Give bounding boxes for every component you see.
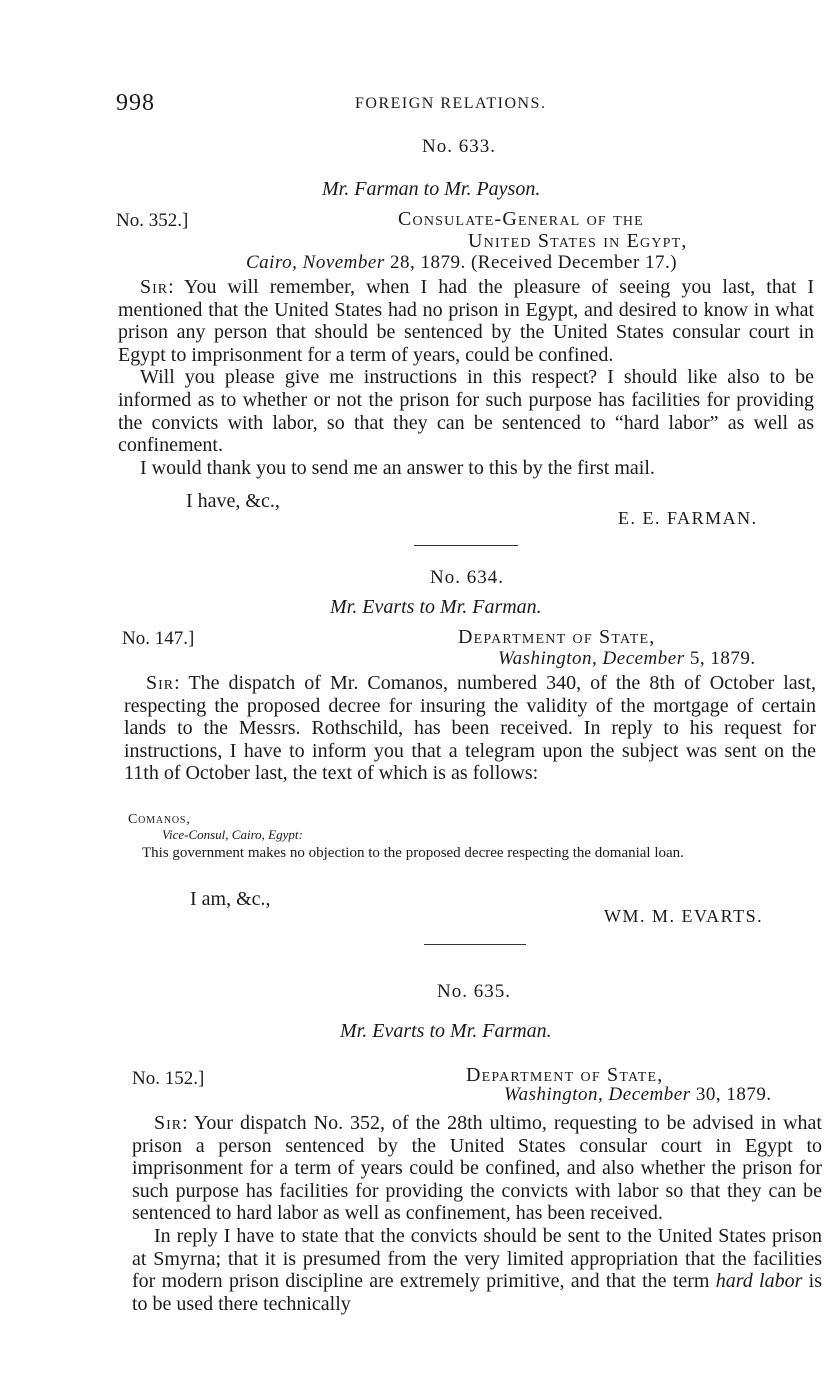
doc-635-place: Washington, December bbox=[504, 1084, 691, 1105]
doc-633-number: No. 633. bbox=[422, 136, 496, 157]
running-title: FOREIGN RELATIONS. bbox=[355, 95, 547, 112]
doc-635-para-2: In reply I have to state that the convicts should be sent to the United States prison at Smyrna; that it is presumed from the very limited appropriation that the facilities for modern prison discipline are extremely primitive, and that the term hard labor is to be used there technically bbox=[132, 1224, 822, 1315]
doc-633-heading: Mr. Farman to Mr. Payson. bbox=[322, 178, 541, 200]
doc-635-heading: Mr. Evarts to Mr. Farman. bbox=[340, 1020, 552, 1042]
doc-634-signature: WM. M. EVARTS. bbox=[604, 906, 764, 926]
telegram-address: Vice-Consul, Cairo, Egypt: bbox=[162, 827, 303, 842]
telegram-body: This government makes no objection to the proposed decree respecting the domanial loan. bbox=[142, 845, 684, 861]
doc-635-emphasis: hard labor bbox=[715, 1270, 803, 1293]
doc-634-ref: No. 147.] bbox=[122, 628, 195, 649]
doc-635-ref: No. 152.] bbox=[132, 1068, 205, 1089]
doc-633-closing: I have, &c., bbox=[186, 490, 280, 512]
doc-634-place: Washington, December bbox=[498, 648, 685, 669]
doc-633-dateline bbox=[246, 252, 677, 274]
doc-634-body bbox=[124, 672, 816, 785]
doc-635-addr-line1: Department of State, bbox=[466, 1064, 664, 1086]
doc-634-addr-line1: Department of State, bbox=[458, 626, 656, 648]
doc-634-heading: Mr. Evarts to Mr. Farman. bbox=[330, 596, 542, 618]
doc-633-para-3: I would thank you to send me an answer to this by the first mail. bbox=[140, 456, 655, 479]
doc-635-number: No. 635. bbox=[437, 981, 511, 1002]
doc-634-number: No. 634. bbox=[430, 567, 504, 588]
doc-635-dateline bbox=[504, 1084, 772, 1106]
page-number: 998 bbox=[116, 90, 155, 116]
doc-635-para-1: Sir: Your dispatch No. 352, of the 28th ultimo, requesting to be advised in what prison a person sentenced by the United States consular court in Egypt to imprisonment for a term of years could be confined, and also whether the prison for such purpose has facilities for providing the convicts with labor so that they can be sentenced to hard labor as well as confinement, has been received. bbox=[132, 1112, 822, 1225]
doc-635-body bbox=[132, 1112, 822, 1315]
doc-633-addr-line2: United States in Egypt, bbox=[468, 230, 688, 252]
doc-634-date: 5, 1879. bbox=[689, 648, 756, 669]
doc-634-para-1: Sir: The dispatch of Mr. Comanos, numbered 340, of the 8th of October last, respecting the proposed decree for insuring the validity of the mortgage of certain lands to the Messrs. Rothschild, has been received. In reply to his request for instructions, I have to inform you that a telegram upon the subject was sent on the 11th of October last, the text of which is as follows: bbox=[124, 672, 816, 785]
doc-633-para-2: Will you please give me instructions in this respect? I should like also to be informed as to whether or not the prison for such purpose has facilities for providing the convicts with labor, so that they can be sentenced to “hard labor” as well as confinement. bbox=[118, 366, 814, 457]
telegram-recipient: Comanos, bbox=[128, 812, 191, 827]
doc-633-para-1: Sir: You will remember, when I had the pleasure of seeing you last, that I mentioned that the United States had no prison in Egypt, and desired to know in what prison any person that should be sentenced by the United States consular court in Egypt to imprisonment for a term of years, could be confined. bbox=[118, 276, 814, 366]
doc-633-ref: No. 352.] bbox=[116, 210, 189, 231]
doc-633-signature: E. E. FARMAN. bbox=[618, 508, 758, 528]
doc-635-salutation: Sir bbox=[154, 1112, 183, 1134]
doc-634-closing: I am, &c., bbox=[190, 888, 271, 910]
doc-634-salutation: Sir bbox=[146, 672, 175, 694]
doc-633-salutation: Sir bbox=[140, 276, 169, 298]
section-divider bbox=[414, 545, 518, 546]
section-divider bbox=[424, 944, 526, 945]
doc-633-body bbox=[118, 276, 814, 479]
doc-633-date: 28, 1879. (Received December 17.) bbox=[389, 252, 678, 273]
doc-635-date: 30, 1879. bbox=[695, 1084, 772, 1105]
doc-634-dateline bbox=[498, 648, 756, 670]
doc-633-place: Cairo, November bbox=[246, 252, 385, 273]
doc-633-addr-line1: Consulate-General of the bbox=[398, 208, 644, 230]
